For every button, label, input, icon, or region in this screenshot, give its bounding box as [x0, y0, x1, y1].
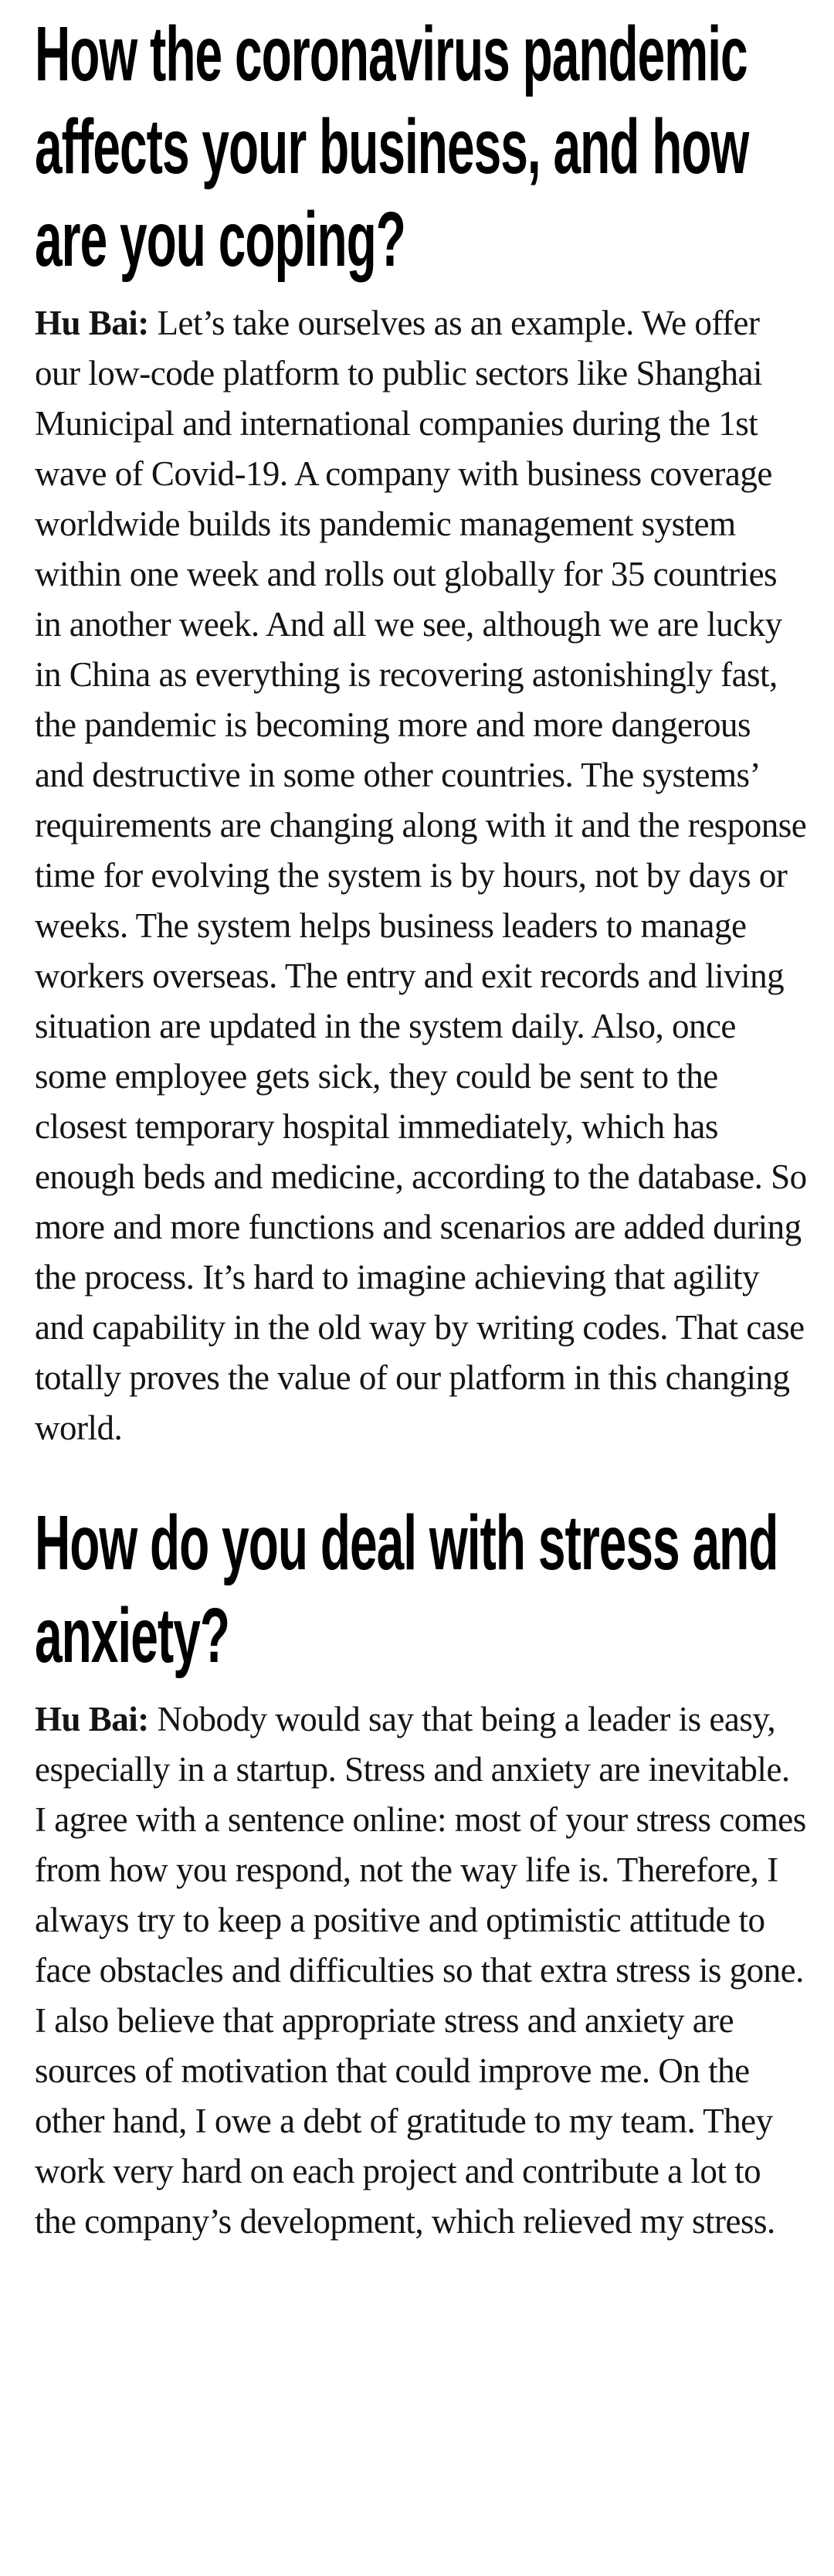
answer-paragraph-2 — [35, 1694, 807, 2247]
heading-line: affects your business, and how — [35, 104, 749, 190]
heading-line: anxiety? — [35, 1592, 229, 1679]
speaker-label: Hu Bai: — [35, 304, 149, 342]
speaker-label: Hu Bai: — [35, 1700, 149, 1738]
answer-text: Let’s take ourselves as an example. We offer our low-code platform to public sectors like Shanghai Municipal and international companies during the 1st wave of Covid-19. A company with business coverage worldwide builds its pandemic management system within one week and rolls out globally for 35 countries in another week. And all we see, although we are lucky in China as everything is recovering astonishingly fast, the pandemic is becoming more and more dangerous and destructive in some other countries. The systems’ requirements are changing along with it and the response time for evolving the system is by hours, not by days or weeks. The system helps business leaders to manage workers overseas. The entry and exit records and living situation are updated in the system daily. Also, once some employee gets sick, they could be sent to the closest temporary hospital immediately, which has enough beds and medicine, according to the database. So more and more functions and scenarios are added during the process. It’s hard to imagine achieving that agility and capability in the old way by writing codes. That case totally proves the value of our platform in this changing world. — [35, 304, 807, 1447]
heading-line: are you coping? — [35, 196, 405, 283]
question-heading-2 — [35, 1497, 807, 1682]
question-heading-1 — [35, 8, 807, 286]
heading-line: How the coronavirus pandemic — [35, 11, 748, 97]
answer-paragraph-1 — [35, 298, 807, 1453]
answer-text: Nobody would say that being a leader is easy, especially in a startup. Stress and anxiety are inevitable. I agree with a sentence online: most of your stress comes from how you respond, not the way life is. Therefore, I always try to keep a positive and optimistic attitude to face obstacles and difficulties so that extra stress is gone. I also believe that appropriate stress and anxiety are sources of motivation that could improve me. On the other hand, I owe a debt of gratitude to my team. They work very hard on each project and contribute a lot to the company’s development, which relieved my stress. — [35, 1700, 806, 2241]
heading-line: How do you deal with stress and — [35, 1500, 778, 1586]
